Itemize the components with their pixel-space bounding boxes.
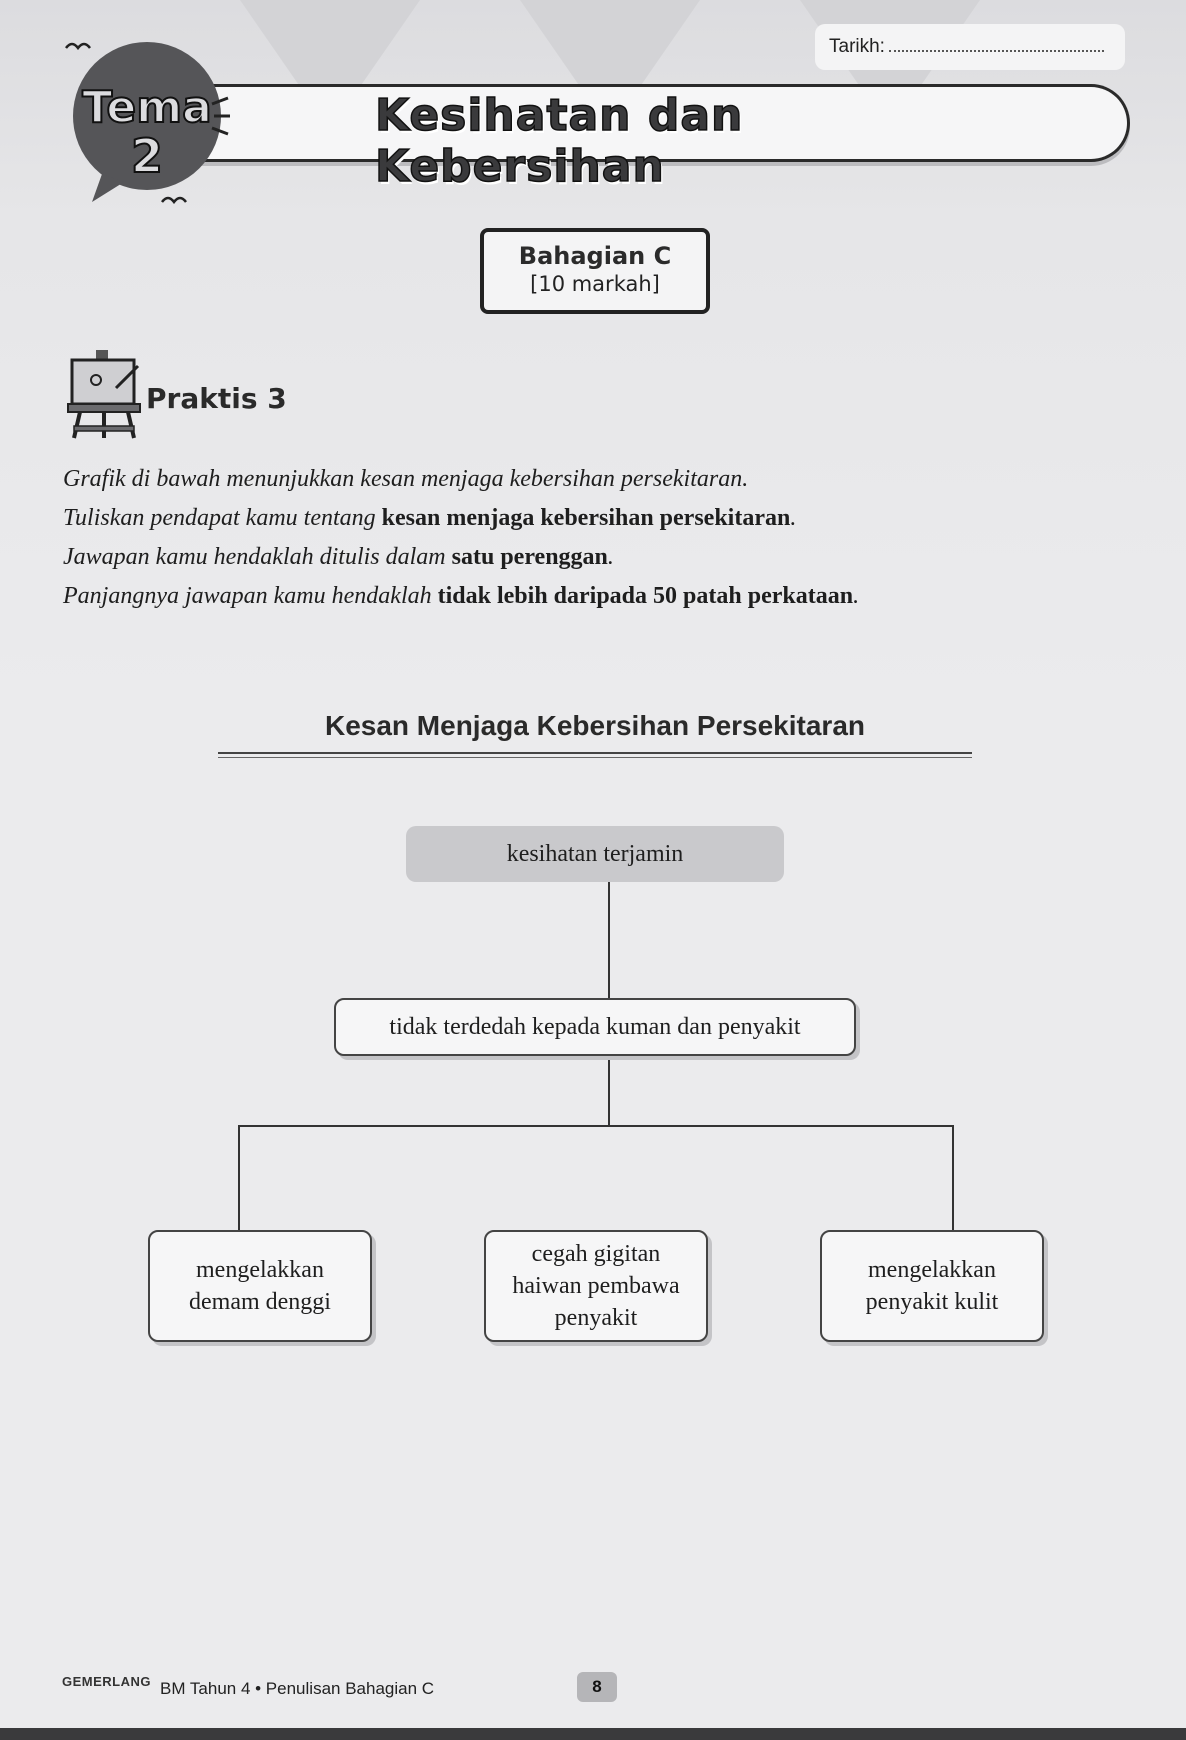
connector-line (608, 1054, 610, 1126)
node-label-line: cegah gigitan (531, 1241, 661, 1267)
connector-line (238, 1125, 240, 1231)
graph-middle-node (334, 998, 856, 1056)
instruction-text: . (853, 583, 860, 609)
node-label: kesihatan terjamin (506, 841, 684, 867)
section-marks: [10 markah] (530, 272, 660, 296)
section-title: Bahagian C (518, 242, 672, 270)
node-label-line: mengelakkan (196, 1257, 324, 1283)
practice-label: Praktis 3 (146, 382, 287, 415)
footer (62, 1670, 1142, 1710)
node-label: tidak terdedah kepada kuman dan penyakit (389, 1014, 801, 1040)
section-box (480, 228, 710, 314)
instruction-emphasis: kesan menjaga kebersihan persekitaran (381, 505, 791, 531)
page-number: 8 (577, 1672, 617, 1702)
instruction-line (63, 499, 1123, 538)
graph-title-underline (218, 757, 972, 758)
instruction-line (63, 460, 1123, 499)
theme-number: 2 (130, 129, 164, 183)
instruction-emphasis: satu perenggan (451, 544, 608, 570)
connector-line (952, 1125, 954, 1231)
instruction-text: Panjangnya jawapan kamu hendaklah (63, 583, 438, 609)
date-field[interactable] (815, 24, 1125, 70)
node-label (512, 1238, 679, 1334)
node-label (189, 1254, 331, 1318)
easel-icon (66, 348, 146, 440)
instruction-text: . (607, 544, 614, 570)
graph-leaf-node (148, 1230, 372, 1342)
instruction-text: Grafik di bawah menunjukkan kesan menjaga kebersihan persekitaran. (63, 466, 749, 492)
node-label-line: demam denggi (189, 1289, 331, 1315)
instruction-text: Jawapan kamu hendaklah ditulis dalam (63, 544, 452, 570)
node-label (866, 1254, 999, 1318)
theme-badge (62, 34, 232, 204)
date-blank-line (889, 36, 1104, 52)
theme-word: Tema (82, 82, 212, 133)
instruction-line (63, 538, 1123, 577)
instructions (63, 460, 1123, 616)
graph-title-underline (218, 752, 972, 754)
instruction-text: Tuliskan pendapat kamu tentang (63, 505, 382, 531)
node-label-line: penyakit (554, 1305, 638, 1331)
instruction-text: . (790, 505, 797, 531)
graph-leaf-node (484, 1230, 708, 1342)
graph-leaf-node (820, 1230, 1044, 1342)
bottom-edge (0, 1728, 1186, 1740)
connector-line (608, 880, 610, 1000)
graph-title: Kesan Menjaga Kebersihan Persekitaran (324, 710, 865, 741)
connector-line (238, 1125, 954, 1127)
node-label-line: mengelakkan (868, 1257, 996, 1283)
publisher-logo: GEMERLANG (62, 1674, 151, 1689)
footer-book-title: BM Tahun 4 • Penulisan Bahagian C (160, 1679, 435, 1698)
node-label-line: haiwan pembawa (512, 1273, 680, 1299)
instruction-emphasis: tidak lebih daripada 50 patah perkataan (437, 583, 854, 609)
graph-root-node (406, 826, 784, 882)
date-label: Tarikh: (829, 36, 885, 57)
page-title: Kesihatan dan Kebersihan (375, 90, 744, 192)
node-label-line: penyakit kulit (865, 1289, 999, 1315)
instruction-line (63, 577, 1123, 616)
